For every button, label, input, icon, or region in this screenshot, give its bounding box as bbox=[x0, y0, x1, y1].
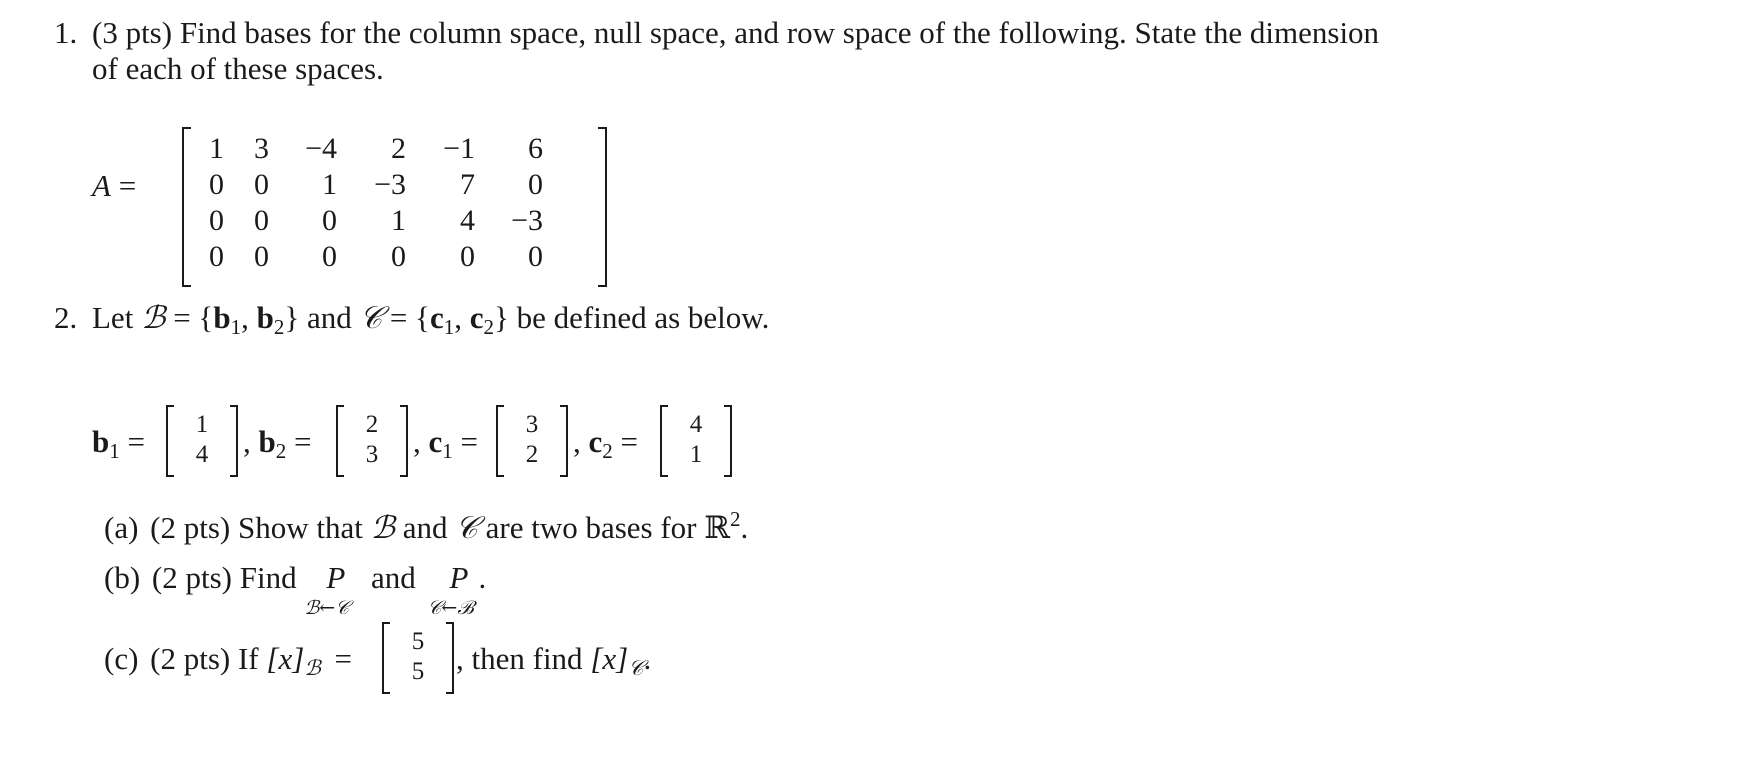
part-a-b: ℬ bbox=[370, 510, 395, 546]
problem-1-text-line2: of each of these spaces. bbox=[92, 51, 384, 86]
set-c-elements: = {$c_1$, $c_2$} bbox=[389, 300, 509, 339]
part-b-pts: (2 pts) bbox=[151, 560, 232, 595]
matrix-cell: 0 bbox=[209, 204, 224, 237]
vector-entry: 5 bbox=[411, 628, 425, 655]
part-c-label: (c) bbox=[104, 641, 139, 676]
matrix-cell: 3 bbox=[254, 132, 269, 165]
part-a-text1: Show that bbox=[237, 510, 363, 545]
matrix-cell: 0 bbox=[528, 240, 543, 273]
c2-label: , $c_2$ = bbox=[573, 424, 638, 463]
matrix-cell: −3 bbox=[374, 168, 406, 201]
matrix-cell: 0 bbox=[391, 240, 406, 273]
vector-entry: 5 bbox=[411, 658, 425, 685]
part-c-sub-b: ℬ bbox=[304, 656, 321, 680]
part-c-x2: [x] bbox=[590, 641, 629, 676]
vector-entry: 2 bbox=[365, 411, 379, 438]
vector-b2 bbox=[336, 405, 408, 477]
part-a-pts: (2 pts) bbox=[150, 510, 231, 545]
part-b-p2: P bbox=[449, 560, 469, 595]
part-a-and: and bbox=[402, 510, 448, 545]
matrix-a bbox=[182, 127, 607, 287]
vector-c2 bbox=[660, 405, 732, 477]
matrix-right-bracket bbox=[598, 127, 607, 287]
part-c-if: If bbox=[237, 641, 259, 676]
part-a-r: ℝ bbox=[704, 510, 731, 546]
part-a-c: 𝒞 bbox=[455, 510, 478, 546]
vector-entry: 4 bbox=[195, 441, 209, 468]
c1-label: , $c_1$ = bbox=[413, 424, 478, 463]
matrix-cell: 1 bbox=[209, 132, 224, 165]
problem-2-intro bbox=[92, 300, 770, 339]
matrix-cell: 1 bbox=[322, 168, 337, 201]
part-a-label: (a) bbox=[104, 510, 139, 545]
part-b-p1: P bbox=[326, 560, 346, 595]
part-b-sub2: 𝒞←ℬ bbox=[427, 597, 474, 619]
problem-2-number: 2. bbox=[54, 300, 78, 335]
part-a-text2: are two bases for bbox=[485, 510, 697, 545]
problem-1-number: 1. bbox=[54, 15, 78, 50]
part-b-end: . bbox=[478, 560, 487, 595]
matrix-cell: 0 bbox=[322, 240, 337, 273]
b2-label: , $b_2$ = bbox=[243, 424, 312, 463]
matrix-cell: −3 bbox=[511, 204, 543, 237]
vector-c1 bbox=[496, 405, 568, 477]
part-b-find: Find bbox=[239, 560, 297, 595]
matrix-cell: 0 bbox=[254, 168, 269, 201]
intro-and: and bbox=[306, 300, 352, 335]
part-c-lead bbox=[104, 641, 353, 680]
part-c-eq: = bbox=[334, 641, 353, 676]
intro-tail: be defined as below. bbox=[516, 300, 770, 335]
vector-entry: 3 bbox=[365, 441, 379, 468]
vector-entry: 1 bbox=[689, 441, 703, 468]
matrix-cell: 1 bbox=[391, 204, 406, 237]
problem-1-text-line1: (3 pts) Find bases for the column space, null space, and row space of the following. State the dimension bbox=[92, 15, 1380, 50]
matrix-cell: 0 bbox=[254, 240, 269, 273]
matrix-cell: 0 bbox=[528, 168, 543, 201]
matrix-cell: 0 bbox=[209, 168, 224, 201]
part-a-end: . bbox=[740, 510, 749, 545]
matrix-cell: 0 bbox=[254, 204, 269, 237]
vector-entry: 3 bbox=[525, 411, 539, 438]
matrix-cell: −1 bbox=[443, 132, 475, 165]
part-c-x: [x] bbox=[266, 641, 305, 676]
set-b-symbol: ℬ bbox=[141, 300, 166, 336]
matrix-cell: 0 bbox=[460, 240, 475, 273]
part-a-exp: 2 bbox=[730, 507, 741, 531]
part-c-tail bbox=[456, 641, 652, 680]
b1-label: $b_1$ = bbox=[92, 424, 145, 463]
part-b-sub1: ℬ←𝒞 bbox=[304, 597, 350, 619]
part-b bbox=[104, 560, 487, 619]
intro-let: Let bbox=[92, 300, 134, 335]
part-a bbox=[104, 507, 749, 546]
vector-entry: 2 bbox=[525, 441, 539, 468]
matrix-cell: 4 bbox=[460, 204, 475, 237]
part-c-sub-c: 𝒞 bbox=[628, 656, 644, 680]
set-c-symbol: 𝒞 bbox=[359, 300, 383, 336]
vector-b1 bbox=[166, 405, 238, 477]
matrix-cell: 6 bbox=[528, 132, 543, 165]
vector-entry: 1 bbox=[195, 411, 209, 438]
part-b-label: (b) bbox=[104, 560, 141, 595]
part-b-and: and bbox=[371, 560, 416, 595]
matrix-cell: 0 bbox=[322, 204, 337, 237]
vector-x-b bbox=[382, 622, 454, 694]
matrix-label: A = bbox=[92, 168, 137, 203]
set-b-elements: = {$b_1$, $b_2$} bbox=[173, 300, 300, 339]
matrix-cell: 7 bbox=[460, 168, 475, 201]
matrix-cell: 2 bbox=[391, 132, 406, 165]
part-c-then: , then find bbox=[456, 641, 583, 676]
part-c-end: . bbox=[643, 641, 652, 676]
matrix-cell: 0 bbox=[209, 240, 224, 273]
part-c-pts: (2 pts) bbox=[150, 641, 231, 676]
matrix-cell: −4 bbox=[305, 132, 337, 165]
vector-entry: 4 bbox=[689, 411, 703, 438]
